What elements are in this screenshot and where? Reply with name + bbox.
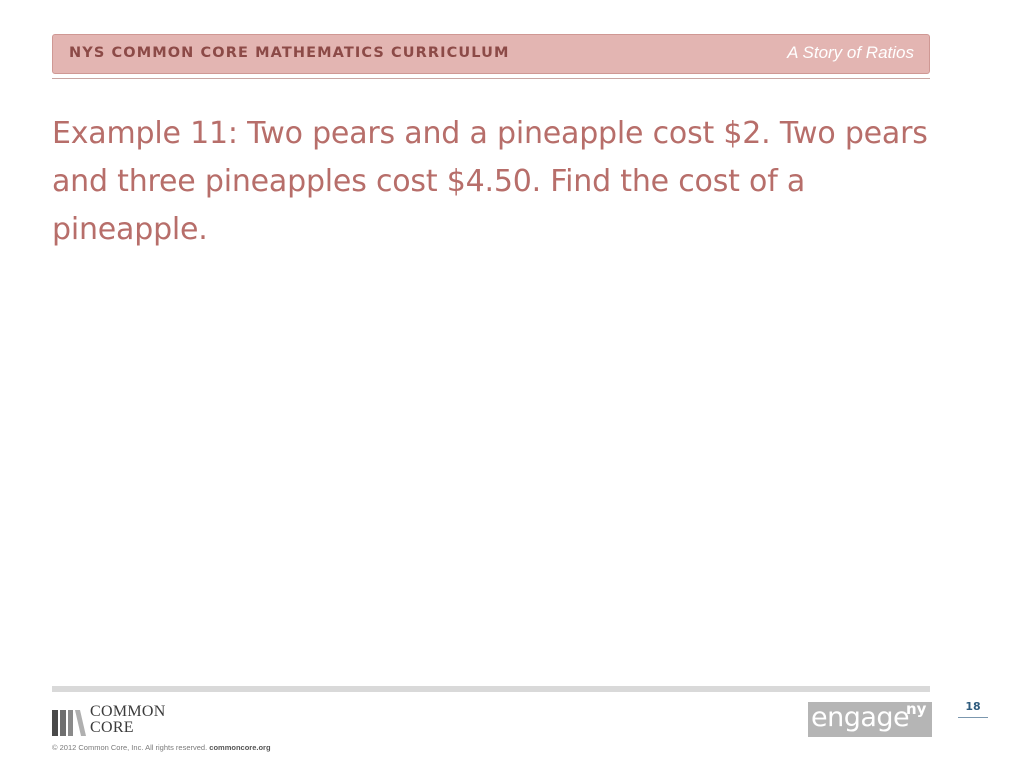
header-bar	[52, 34, 930, 74]
common-core-logo	[52, 704, 202, 738]
curriculum-title: NYS COMMON CORE MATHEMATICS CURRICULUM	[69, 45, 510, 61]
copyright-text: © 2012 Common Core, Inc. All rights reserved.	[52, 743, 208, 752]
page-number-underline	[958, 717, 988, 718]
page-number: 18	[965, 700, 981, 713]
common-core-wordmark	[90, 704, 166, 736]
header-divider	[52, 78, 930, 79]
engageny-logo	[808, 702, 932, 737]
engage-superscript: ny	[906, 700, 927, 718]
module-title: A Story of Ratios	[787, 43, 914, 62]
common-core-line2: CORE	[90, 719, 134, 736]
copyright-notice	[52, 743, 271, 752]
example-problem-text: Example 11: Two pears and a pineapple cost $2. Two pears and three pineapples cost $4.50. Find the cost of a pineapple.	[52, 116, 928, 247]
engage-wordmark: engage	[811, 702, 910, 733]
footer-divider	[52, 686, 930, 692]
books-bars-icon	[52, 706, 86, 736]
common-core-line1: COMMON	[90, 703, 166, 720]
copyright-link[interactable]: commoncore.org	[209, 743, 271, 752]
